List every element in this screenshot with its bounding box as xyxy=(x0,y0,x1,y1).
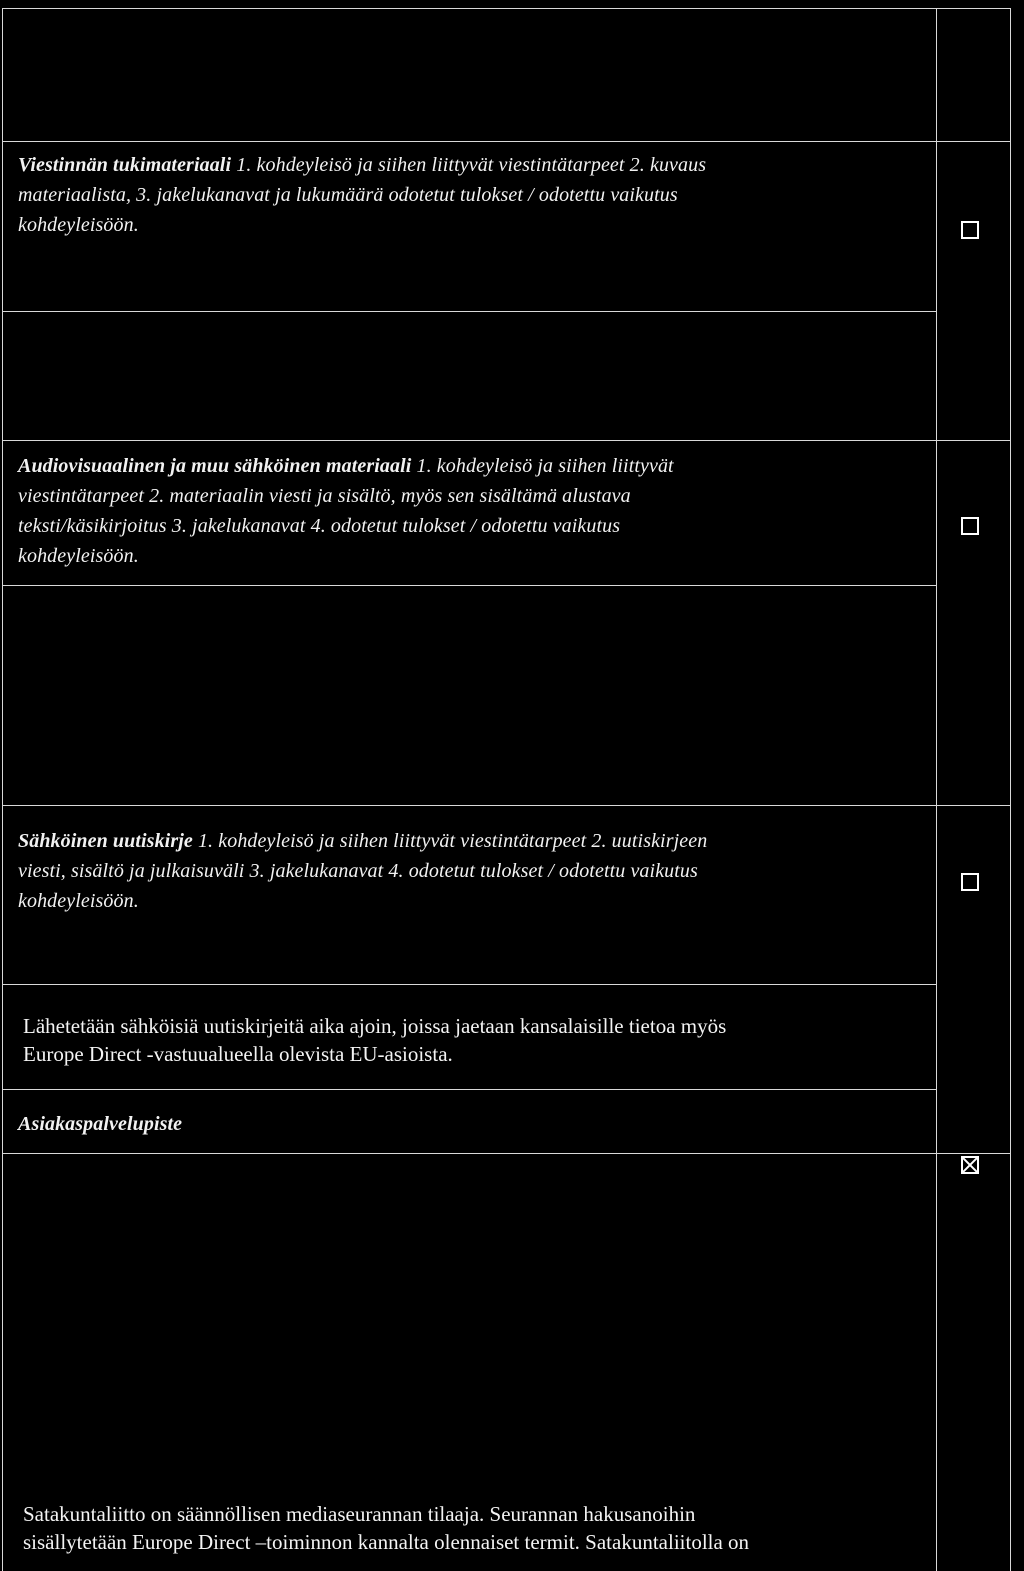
row-3-checkbox[interactable] xyxy=(961,873,979,891)
column-divider xyxy=(936,8,937,1571)
row-4-description-line-2: sisällytetään Europe Direct –toiminnon kannalta olennaiset termit. Satakuntaliitolla on xyxy=(23,1530,750,1554)
row-3-heading xyxy=(18,826,933,916)
row-1-checkbox[interactable] xyxy=(961,221,979,239)
row-3-heading-line-3: kohdeyleisöön. xyxy=(18,890,139,912)
row-1-heading-line-2: materiaalista, 3. jakelukanavat ja lukumäärä odotetut tulokset / odotettu vaikutus xyxy=(18,184,678,206)
row-divider xyxy=(2,141,1010,142)
outer-right-border xyxy=(1010,8,1011,1571)
row-3-title: Sähköinen uutiskirje xyxy=(18,830,193,852)
row-3-heading-line-2: viesti, sisältö ja julkaisuväli 3. jakelukanavat 4. odotetut tulokset / odotettu vaikutus xyxy=(18,860,698,882)
row-2-title: Audiovisuaalinen ja muu sähköinen materiaali xyxy=(18,455,412,477)
outer-left-border xyxy=(2,8,3,1571)
row-1-title: Viestinnän tukimateriaali xyxy=(18,154,232,176)
row-1-heading xyxy=(18,150,933,240)
row-4-heading xyxy=(18,1109,933,1139)
row-divider xyxy=(2,585,936,586)
row-4-title: Asiakaspalvelupiste xyxy=(18,1113,183,1135)
row-1-heading-line-3: kohdeyleisöön. xyxy=(18,214,139,236)
row-divider xyxy=(2,1089,936,1090)
row-2-heading-line-4: kohdeyleisöön. xyxy=(18,545,139,567)
row-2-heading-line-2: viestintätarpeet 2. materiaalin viesti ja sisältö, myös sen sisältämä alustava xyxy=(18,485,631,507)
row-1-heading-line-1: 1. kohdeyleisö ja siihen liittyvät viestintätarpeet 2. kuvaus xyxy=(231,154,707,176)
row-divider xyxy=(2,984,936,985)
row-2-checkbox[interactable] xyxy=(961,517,979,535)
row-divider xyxy=(2,440,1010,441)
row-4-description xyxy=(23,1500,933,1556)
row-divider xyxy=(2,311,936,312)
row-divider xyxy=(2,805,1010,806)
row-4-checkbox[interactable] xyxy=(961,1156,979,1174)
row-3-description-line-1: Lähetetään sähköisiä uutiskirjeitä aika ajoin, joissa jaetaan kansalaisille tietoa myös xyxy=(23,1014,727,1038)
row-3-description xyxy=(23,1012,933,1068)
row-2-heading-line-3: teksti/käsikirjoitus 3. jakelukanavat 4. odotetut tulokset / odotettu vaikutus xyxy=(18,515,621,537)
row-2-heading-line-1: 1. kohdeyleisö ja siihen liittyvät xyxy=(411,455,674,477)
row-4-description-line-1: Satakuntaliitto on säännöllisen mediaseurannan tilaaja. Seurannan hakusanoihin xyxy=(23,1502,696,1526)
row-3-heading-line-1: 1. kohdeyleisö ja siihen liittyvät viestintätarpeet 2. uutiskirjeen xyxy=(192,830,708,852)
row-3-description-line-2: Europe Direct -vastuualueella olevista EU-asioista. xyxy=(23,1042,453,1066)
row-2-heading xyxy=(18,451,933,571)
row-divider xyxy=(2,1153,1010,1154)
top-border xyxy=(2,8,1010,9)
